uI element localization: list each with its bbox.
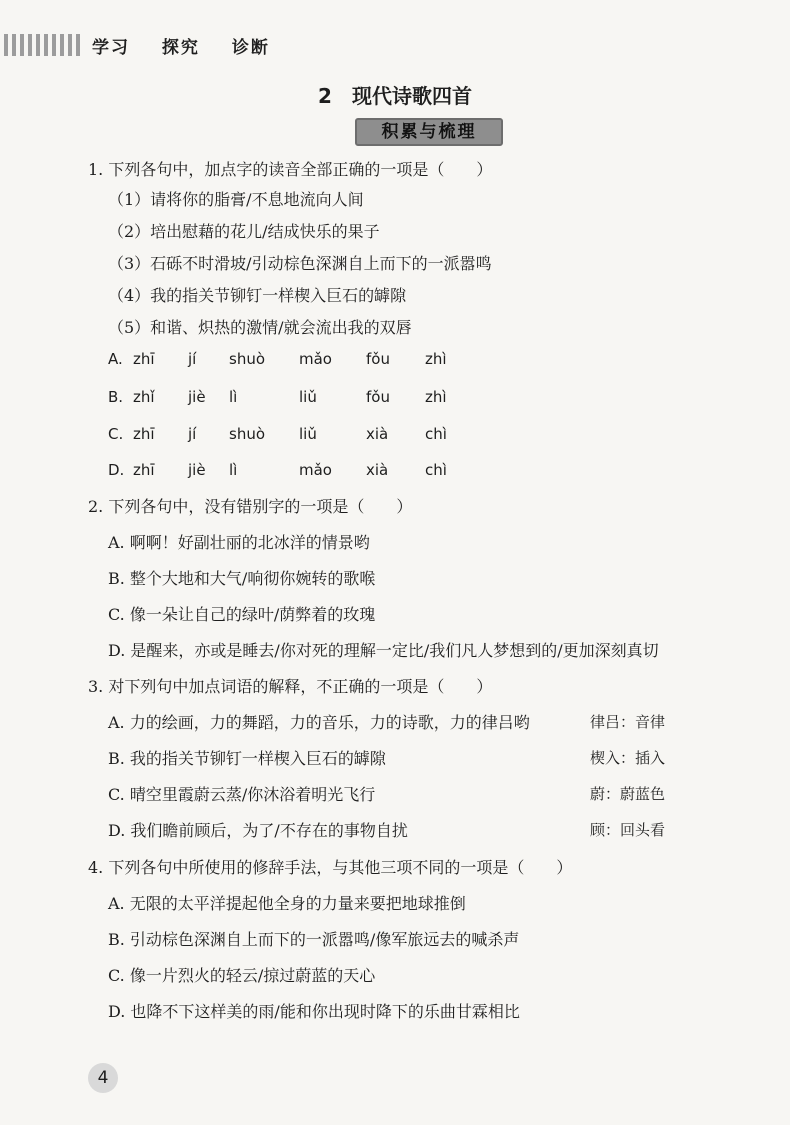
q1-item-4: （4）我的指关节铆钉一样楔入巨石的罅隙 (108, 286, 407, 305)
q1-option-b-pinyin-6: zhì (425, 388, 447, 406)
q3-option-c[interactable]: C. 晴空里霞蔚云蒸/你沐浴着明光飞行 (108, 785, 376, 804)
header-stripes-decoration (4, 34, 82, 56)
q1-option-b-pinyin-4: liǔ (299, 388, 317, 406)
q1-option-c-pinyin-4: liǔ (299, 425, 317, 443)
q1-option-b-pinyin-1: zhǐ (133, 388, 155, 406)
q1-stem: 1. 下列各句中，加点字的读音全部正确的一项是（ ） (88, 160, 493, 179)
q1-item-2: （2）培出慰藉的花儿/结成快乐的果子 (108, 222, 380, 241)
q3-option-b-note: 楔入：插入 (590, 749, 666, 767)
q1-option-c-pinyin-5: xià (366, 425, 389, 443)
q1-option-c-pinyin-1: zhī (133, 425, 155, 443)
q3-option-a[interactable]: A. 力的绘画，力的舞蹈，力的音乐，力的诗歌，力的律吕哟 (108, 713, 530, 732)
q4-stem: 4. 下列各句中所使用的修辞手法，与其他三项不同的一项是（ ） (88, 858, 573, 877)
q1-option-a-pinyin-2: jí (188, 350, 197, 368)
section-banner: 积累与梳理 (355, 118, 503, 146)
page-number: 4 (88, 1063, 118, 1093)
q1-option-c-label: C. (108, 425, 124, 443)
q1-option-d-pinyin-3: lì (229, 461, 238, 479)
q2-stem: 2. 下列各句中，没有错别字的一项是（ ） (88, 497, 413, 516)
q1-option-d-label: D. (108, 461, 125, 479)
q1-option-a-pinyin-4: mǎo (299, 350, 332, 368)
q4-option-d[interactable]: D. 也降不下这样美的雨/能和你出现时降下的乐曲甘霖相比 (108, 1002, 520, 1021)
q1-option-a-pinyin-5: fǒu (366, 350, 390, 368)
q4-option-b[interactable]: B. 引动棕色深渊自上而下的一派嚣鸣/像军旅远去的喊杀声 (108, 930, 520, 949)
q2-option-c[interactable]: C. 像一朵让自己的绿叶/荫弊着的玫瑰 (108, 605, 376, 624)
q1-option-a-pinyin-1: zhī (133, 350, 155, 368)
q3-option-c-note: 蔚：蔚蓝色 (590, 785, 666, 803)
q2-option-a[interactable]: A. 啊啊！好副壮丽的北冰洋的情景哟 (108, 533, 370, 552)
q1-option-a-label: A. (108, 350, 123, 368)
q1-option-b-pinyin-3: lì (229, 388, 238, 406)
q1-option-d-pinyin-6: chì (425, 461, 447, 479)
lesson-title: 2 现代诗歌四首 (318, 84, 472, 108)
header-title (92, 33, 284, 58)
header-item-study: 学习 (92, 38, 130, 58)
q3-option-d[interactable]: D. 我们瞻前顾后，为了/不存在的事物自扰 (108, 821, 408, 840)
q1-option-a-pinyin-6: zhì (425, 350, 447, 368)
q1-option-b-pinyin-2: jiè (188, 388, 206, 406)
q1-option-d-pinyin-5: xià (366, 461, 389, 479)
q3-option-b[interactable]: B. 我的指关节铆钉一样楔入巨石的罅隙 (108, 749, 386, 768)
q3-stem: 3. 对下列句中加点词语的解释，不正确的一项是（ ） (88, 677, 493, 696)
q4-option-c[interactable]: C. 像一片烈火的轻云/掠过蔚蓝的天心 (108, 966, 376, 985)
q4-option-a[interactable]: A. 无限的太平洋提起他全身的力量来要把地球推倒 (108, 894, 466, 913)
q1-option-d-pinyin-2: jiè (188, 461, 206, 479)
q1-option-c-pinyin-2: jí (188, 425, 197, 443)
q2-option-b[interactable]: B. 整个大地和大气/响彻你婉转的歌喉 (108, 569, 376, 588)
q2-option-d[interactable]: D. 是醒来，亦或是睡去/你对死的理解一定比/我们凡人梦想到的/更加深刻真切 (108, 641, 659, 660)
page-header (0, 30, 790, 60)
q1-option-b-label: B. (108, 388, 124, 406)
q1-option-c-pinyin-3: shuò (229, 425, 266, 443)
q1-option-d-pinyin-1: zhī (133, 461, 155, 479)
q1-option-a-pinyin-3: shuò (229, 350, 266, 368)
header-item-diagnose: 诊断 (231, 38, 270, 58)
q1-item-1: （1）请将你的脂膏/不息地流向人间 (108, 190, 364, 209)
q1-option-d-pinyin-4: mǎo (299, 461, 332, 479)
q3-option-d-note: 顾：回头看 (590, 821, 666, 839)
q1-option-b-pinyin-5: fǒu (366, 388, 390, 406)
q1-option-c-pinyin-6: chì (425, 425, 447, 443)
q1-item-5: （5）和谐、炽热的激情/就会流出我的双唇 (108, 318, 412, 337)
header-item-explore: 探究 (161, 38, 200, 58)
q3-option-a-note: 律吕：音律 (590, 713, 666, 731)
q1-item-3: （3）石砾不时滑坡/引动棕色深渊自上而下的一派嚣鸣 (108, 254, 492, 273)
